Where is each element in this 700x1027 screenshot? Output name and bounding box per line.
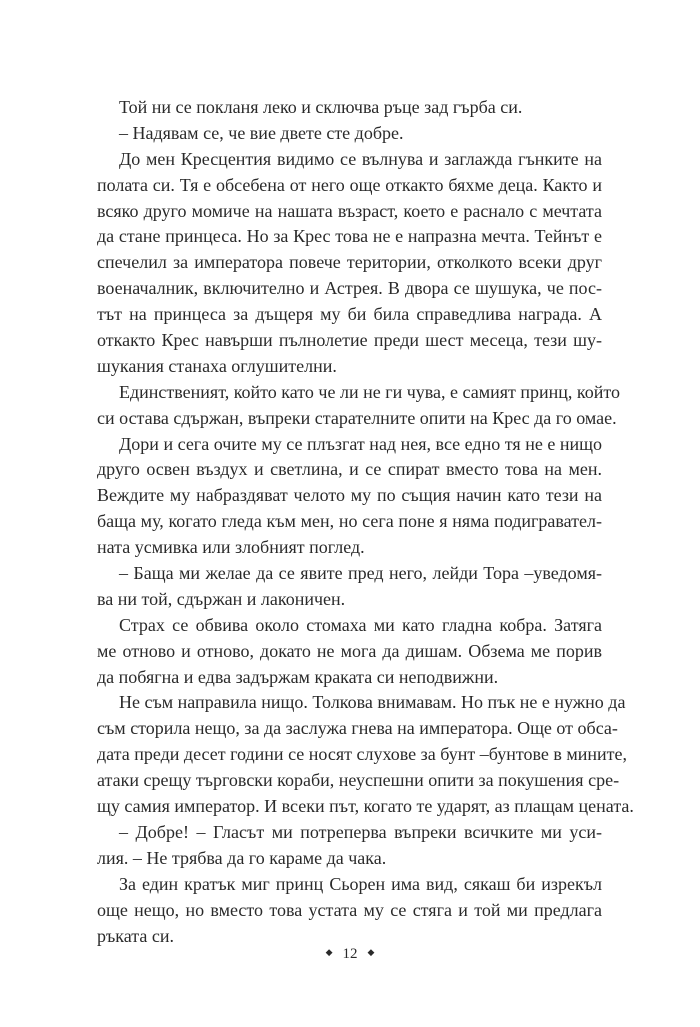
text-line: ме отново и отново, докато не мога да дишам. Обзема ме порив xyxy=(97,640,602,661)
text-line: лия. – Не трябва да го караме да чака. xyxy=(97,847,387,868)
text-line: Страх се обвива около стомаха ми като гладна кобра. Затяга xyxy=(119,614,602,635)
text-line: Веждите му набраздяват челото му по същия начин като тези на xyxy=(97,485,602,506)
text-line: всяко друго момиче на нашата възраст, което е раснало с мечтата xyxy=(97,200,602,221)
text-line: атаки срещу търговски кораби, неуспешни опити за покушения сре- xyxy=(97,770,620,791)
text-line: – Надявам се, че вие двете сте добре. xyxy=(119,122,404,143)
ornament-left-icon: ◆ xyxy=(325,947,333,958)
text-line: щу самия император. И всеки път, когато те ударят, аз плащам цената. xyxy=(97,796,634,817)
text-line: спечелил за императора повече територии, отколкото всеки друг xyxy=(97,252,602,273)
page-footer xyxy=(0,946,700,963)
text-line: – Добре! – Гласът ми потреперва въпреки всичките ми уси- xyxy=(119,821,602,842)
text-line: ва ни той, сдържан и лаконичен. xyxy=(97,588,346,609)
text-line: тът на принцеса за дъщеря му би била справедлива награда. А xyxy=(97,304,602,325)
text-line: дата преди десет години се носят слухове за бунт –бунтове в мините, xyxy=(97,744,627,765)
text-line: си остава сдържан, въпреки старателните опити на Крес да го омае. xyxy=(97,407,617,428)
body-text xyxy=(97,95,634,949)
text-line: Единственият, който като че ли не ги чува, е самият принц, който xyxy=(119,381,621,402)
text-line: – Баща ми желае да се явите пред него, лейди Тора –уведомя- xyxy=(119,563,602,584)
page-number: 12 xyxy=(342,946,358,962)
text-line: да побягна и едва задържам краката си неподвижни. xyxy=(97,666,499,687)
ornament-right-icon: ◆ xyxy=(367,947,375,958)
text-line: съм сторила нещо, за да заслужа гнева на императора. Още от обса- xyxy=(97,718,618,739)
text-line: още нещо, но вместо това устата му се стяга и той ми предлага xyxy=(97,899,602,920)
text-line: Не съм направила нищо. Толкова внимавам. Но пък не е нужно да xyxy=(119,692,626,713)
text-line: ната усмивка или злобният поглед. xyxy=(97,537,365,558)
text-line: Дори и сега очите му се плъзгат над нея, все едно тя не е нищо xyxy=(119,433,602,454)
text-line: До мен Кресцентия видимо се вълнува и заглажда гънките на xyxy=(119,148,602,169)
text-line: Той ни се покланя леко и сключва ръце зад гърба си. xyxy=(119,97,523,117)
text-line: шукания станаха оглушителни. xyxy=(97,355,337,376)
text-line: военачалник, включително и Астрея. В двора се шушука, че пос- xyxy=(97,278,602,299)
text-line: откакто Крес навърши пълнолетие преди шест месеца, тези шу- xyxy=(97,330,602,351)
text-line: ръката си. xyxy=(97,925,175,946)
text-line: друго освен въздух и светлина, и се спират вместо това на мен. xyxy=(97,459,602,480)
text-line: да стане принцеса. Но за Крес това не е напразна мечта. Тейнът е xyxy=(97,226,602,247)
text-line: За един кратък миг принц Сьорен има вид, сякаш би изрекъл xyxy=(119,873,602,894)
text-line: баща му, когато гледа към мен, но сега поне я няма подигравател- xyxy=(97,511,602,532)
text-line: полата си. Тя е обсебена от него още откакто бяхме деца. Както и xyxy=(97,174,602,195)
